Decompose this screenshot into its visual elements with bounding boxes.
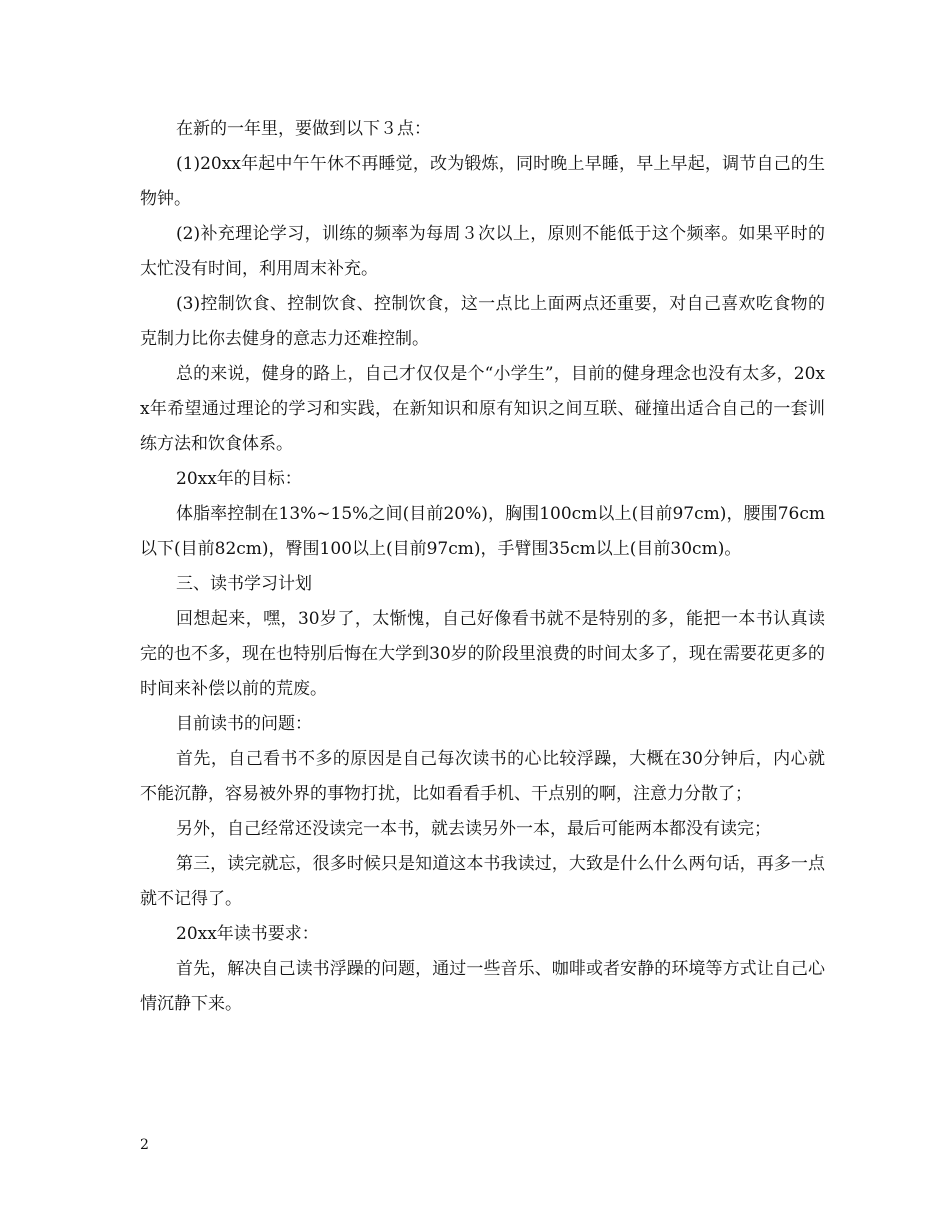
paragraph-problem-2: 另外，自己经常还没读完一本书，就去读另外一本，最后可能两本都没有读完； [176, 819, 771, 839]
paragraph-goal-detail: 体脂率控制在13%~15%之间(目前20%)，胸围100cm以上(目前97cm)，腰围76cm以下(目前82cm)，臀围100以上(目前97cm)，手臂围35cm以上(目前30cm)。 [140, 504, 825, 559]
paragraph-item-1: (1)20xx年起中午午休不再睡觉，改为锻炼，同时晚上早睡，早上早起，调节自己的生物钟。 [140, 154, 825, 209]
paragraph-requirement-1: 首先，解决自己读书浮躁的问题，通过一些音乐、咖啡或者安静的环境等方式让自己心情沉静下来。 [140, 959, 825, 1014]
paragraph-goal-heading: 20xx年的目标： [176, 469, 302, 489]
paragraph-item-3: (3)控制饮食、控制饮食、控制饮食，这一点比上面两点还重要，对自己喜欢吃食物的克制力比你去健身的意志力还难控制。 [140, 294, 825, 349]
paragraph-reflection: 回想起来，嘿，30岁了，太惭愧，自己好像看书就不是特别的多，能把一本书认真读完的也不多，现在也特别后悔在大学到30岁的阶段里浪费的时间太多了，现在需要花更多的时间来补偿以前的荒废。 [140, 609, 825, 699]
paragraph-item-2: (2)补充理论学习，训练的频率为每周３次以上，原则不能低于这个频率。如果平时的太忙没有时间，利用周末补充。 [140, 224, 825, 279]
paragraph-requirements-heading: 20xx年读书要求： [176, 924, 319, 944]
paragraph-summary: 总的来说，健身的路上，自己才仅仅是个“小学生”，目前的健身理念也没有太多，20xx年希望通过理论的学习和实践，在新知识和原有知识之间互联、碰撞出适合自己的一套训练方法和饮食体系。 [140, 364, 825, 454]
paragraph-problem-3: 第三，读完就忘，很多时候只是知道这本书我读过，大致是什么什么两句话，再多一点就不记得了。 [140, 854, 825, 909]
page-number: 2 [140, 1137, 149, 1153]
paragraph-problem-1: 首先，自己看书不多的原因是自己每次读书的心比较浮躁，大概在30分钟后，内心就不能沉静，容易被外界的事物打扰，比如看看手机、干点别的啊，注意力分散了； [140, 749, 825, 804]
section-heading-reading-plan: 三、读书学习计划 [176, 574, 312, 594]
paragraph-intro: 在新的一年里，要做到以下３点： [176, 119, 431, 139]
document-body [140, 112, 825, 1022]
paragraph-problems-heading: 目前读书的问题： [176, 714, 312, 734]
